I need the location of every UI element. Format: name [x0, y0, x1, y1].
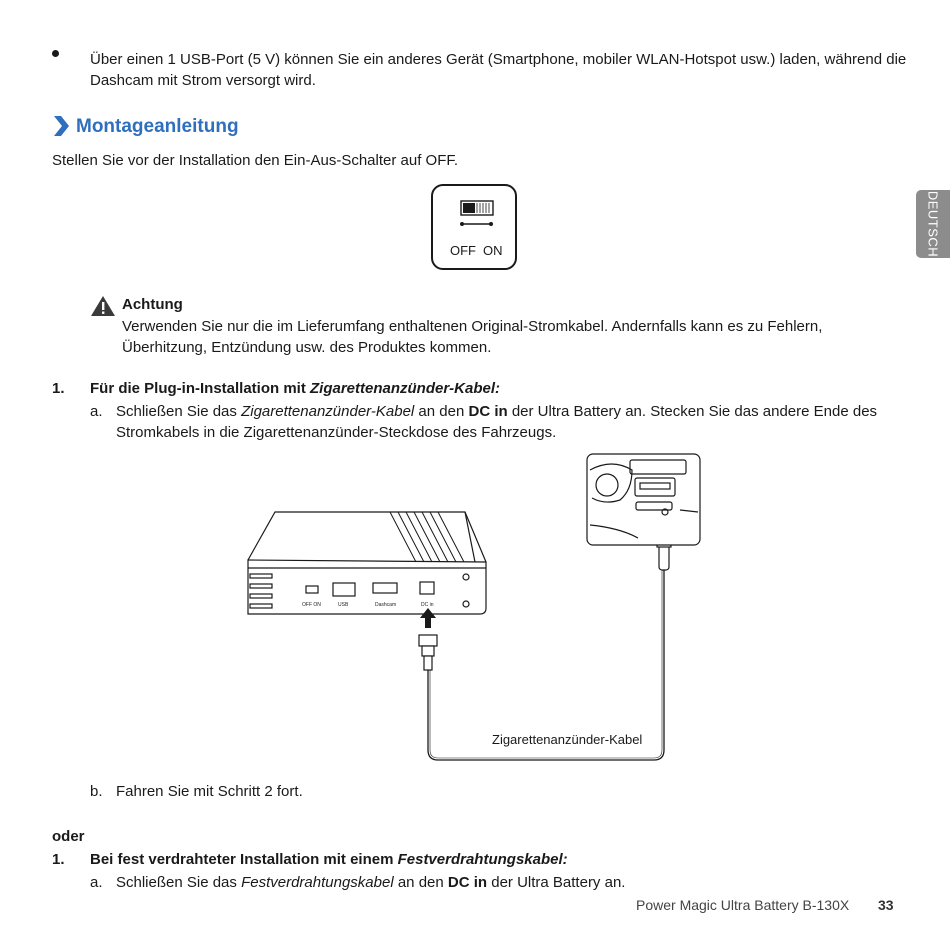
- substep-text-part: an den: [414, 403, 469, 420]
- battery-unit: [248, 512, 486, 614]
- section-heading: [52, 112, 239, 140]
- substep-letter: a.: [90, 874, 103, 891]
- step-number: 1.: [52, 380, 65, 397]
- substep-text-part: Schließen Sie das: [116, 874, 242, 891]
- port-label-dc-in: DC in: [421, 602, 434, 608]
- bullet-text: Über einen 1 USB-Port (5 V) können Sie ein anderes Gerät (Smartphone, mobiler WLAN-Hotspot usw.) laden, während die Dashcam mit Strom versorgt wird.: [90, 51, 907, 89]
- step-title: [90, 378, 500, 399]
- chevron-right-icon: [52, 115, 70, 137]
- installation-diagram: [240, 450, 710, 770]
- switch-off-label: OFF: [450, 243, 476, 258]
- step-number: 1.: [52, 851, 65, 868]
- substep-letter: a.: [90, 403, 103, 420]
- substep-text-bold: DC in: [468, 403, 508, 420]
- language-tab-label: DEUTSCH: [925, 190, 941, 258]
- intro-text: Stellen Sie vor der Installation den Ein-Aus-Schalter auf OFF.: [52, 152, 459, 169]
- switch-on-label: ON: [483, 243, 503, 258]
- substep-text-part: Schließen Sie das: [116, 403, 242, 420]
- language-tab: [916, 190, 950, 258]
- page-number: 33: [878, 897, 894, 913]
- oder-label: oder: [52, 828, 85, 845]
- warning-title: Achtung: [122, 296, 183, 313]
- substep-text-part: an den: [393, 874, 448, 891]
- substep-text: [116, 872, 625, 893]
- section-title: Montageanleitung: [76, 115, 239, 137]
- step-title-text: Für die Plug-in-Installation mit: [90, 380, 310, 397]
- car-interior: [587, 454, 700, 545]
- cable-label: Zigarettenanzünder-Kabel: [492, 732, 643, 747]
- port-label-dashcam: Dashcam: [375, 602, 397, 608]
- substep-text-part: der Ultra Battery an.: [487, 874, 626, 891]
- bullet-marker: [52, 50, 59, 57]
- step-title-text: Bei fest verdrahteter Installation mit einem: [90, 851, 398, 868]
- warning-triangle-icon: [90, 295, 116, 317]
- substep-text-part: der Ultra Battery an. Stecken Sie das andere Ende des Stromkabels in die Zigarettenanzünder-Steckdose des Fahrzeugs.: [116, 403, 878, 441]
- port-label-usb: USB: [338, 602, 349, 608]
- footer-title: Power Magic Ultra Battery B-130X: [636, 897, 850, 913]
- port-label-off-on: OFF ON: [302, 602, 321, 608]
- substep-text-italic: Festverdrahtungskabel: [241, 874, 394, 891]
- step-title-italic: Festverdrahtungskabel:: [397, 851, 568, 868]
- step-title-italic: Zigarettenanzünder-Kabel:: [310, 380, 501, 397]
- dc-connector: [419, 635, 437, 670]
- substep-letter: b.: [90, 783, 103, 800]
- warning-text: Verwenden Sie nur die im Lieferumfang enthaltenen Original-Stromkabel. Andernfalls kann es zu Fehlern, Überhitzung, Entzündung usw. des Produktes kommen.: [122, 318, 823, 356]
- substep-text-italic: Zigarettenanzünder-Kabel: [241, 403, 415, 420]
- substep-text: Fahren Sie mit Schritt 2 fort.: [116, 783, 303, 800]
- substep-text: [116, 401, 896, 443]
- step-title: [90, 849, 568, 870]
- substep-text-bold: DC in: [447, 874, 488, 891]
- switch-figure: [431, 184, 517, 270]
